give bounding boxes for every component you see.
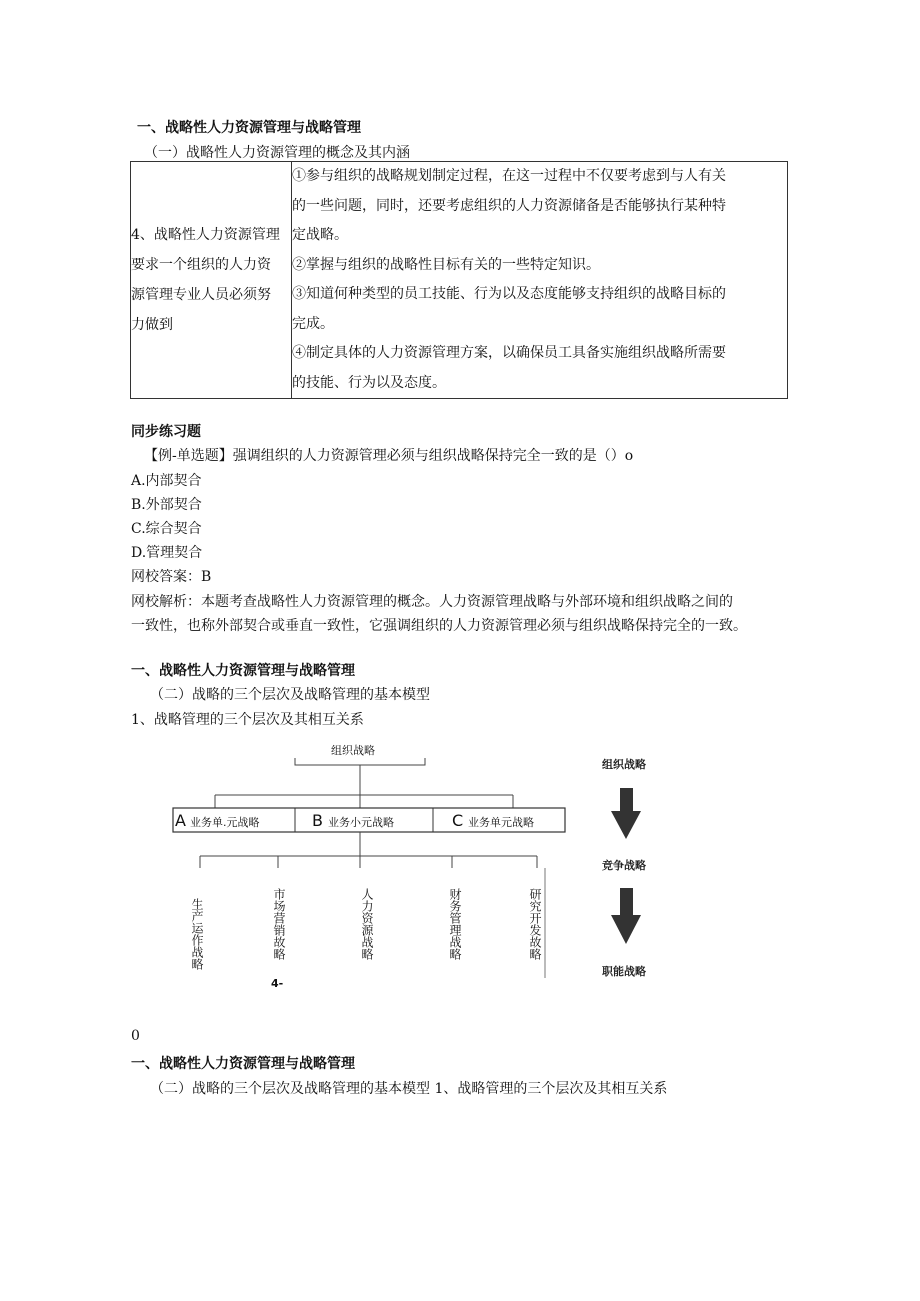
table-right-line: ④制定具体的人力资源管理方案，以确保员工具备实施组织战略所需要 (292, 345, 726, 361)
section1-heading: 一、战略性人力资源管理与战略管理 (137, 120, 361, 136)
table-left-line: 源管理专业人员必须努 (131, 287, 271, 303)
table-right-line: ②掌握与组织的战略性目标有关的一些特定知识。 (292, 256, 600, 273)
level-functional: 职能战略 (602, 965, 646, 978)
section1-subheading: （一）战略性人力资源管理的概念及其内涵 (144, 145, 410, 161)
level-organizational: 组织战略 (602, 758, 646, 771)
option-a: A.内部契合 (131, 473, 202, 489)
table-right-line: 定战略。 (292, 227, 348, 243)
top-box-line (295, 758, 425, 765)
table-left-line: 力做到 (131, 317, 173, 333)
section3-heading: 一、战略性人力资源管理与战略管理 (131, 1056, 355, 1072)
table-right-line: ③知道何种类型的员工技能、行为以及态度能够支持组织的战略目标的 (292, 286, 726, 302)
unit-c-label: 业务单元战略 (468, 816, 534, 829)
top-strategy-label: 组织战略 (331, 744, 375, 757)
table-right-line: 的技能、行为以及态度。 (292, 374, 446, 391)
strategy-levels-diagram (165, 738, 665, 988)
section2-subheading: （二）战略的三个层次及战略管理的基本模型 (150, 687, 430, 703)
table-right-line: 完成。 (292, 315, 334, 332)
answer: 网校答案：B (131, 569, 212, 585)
table-right-line: 的一些问题，同时，还要考虑组织的人力资源储备是否能够执行某种特 (292, 197, 726, 214)
section2-heading: 一、战略性人力资源管理与战略管理 (131, 663, 355, 679)
option-d: D.管理契合 (131, 545, 203, 561)
down-arrow-icon (611, 888, 641, 944)
analysis-line: 一致性，也称外部契合或垂直一致性，它强调组织的人力资源管理必须与组织战略保持完全的一致。 (131, 618, 747, 634)
table-right-cell (292, 162, 788, 399)
table-left-line: 要求一个组织的人力资 (131, 257, 271, 273)
option-c: C.综合契合 (131, 521, 202, 537)
table-left-cell (131, 162, 292, 399)
section2-item: 1、战略管理的三个层次及其相互关系 (131, 712, 364, 728)
function-marketing: 市场营销故略 (272, 888, 286, 960)
function-rnd: 研究开发故略 (528, 888, 542, 960)
definition-table (130, 161, 788, 399)
table-right-line: ①参与组织的战略规划制定过程，在这一过程中不仅要考虑到与人有关 (292, 168, 726, 184)
function-production: 生产运作战略 (190, 898, 204, 970)
unit-b-label: 业务小元战略 (328, 816, 394, 829)
stray-mark: 4- (271, 977, 284, 988)
exercise-question: 【例-单选题】强调组织的人力资源管理必须与组织战略保持完全一致的是（）o (144, 448, 634, 464)
stray-zero: 0 (131, 1028, 140, 1044)
function-hr: 人力资源战略 (360, 888, 374, 960)
down-arrow-icon (611, 788, 641, 839)
unit-c-letter: C (452, 811, 464, 830)
table-left-line: 4、战略性人力资源管理 (131, 227, 280, 243)
exercise-title: 同步练习题 (131, 424, 201, 440)
option-b: B.外部契合 (131, 497, 202, 513)
analysis-line: 网校解析：本题考查战略性人力资源管理的概念。人力资源管理战略与外部环境和组织战略之间的 (131, 594, 733, 610)
function-finance: 财务管理战略 (448, 888, 462, 960)
unit-a-label: 业务单.元战略 (190, 816, 260, 829)
unit-a-letter: A (175, 811, 186, 830)
level-competitive: 竞争战略 (602, 859, 646, 872)
unit-b-letter: B (312, 811, 323, 830)
section3-subheading: （二）战略的三个层次及战略管理的基本模型 1、战略管理的三个层次及其相互关系 (150, 1081, 668, 1097)
